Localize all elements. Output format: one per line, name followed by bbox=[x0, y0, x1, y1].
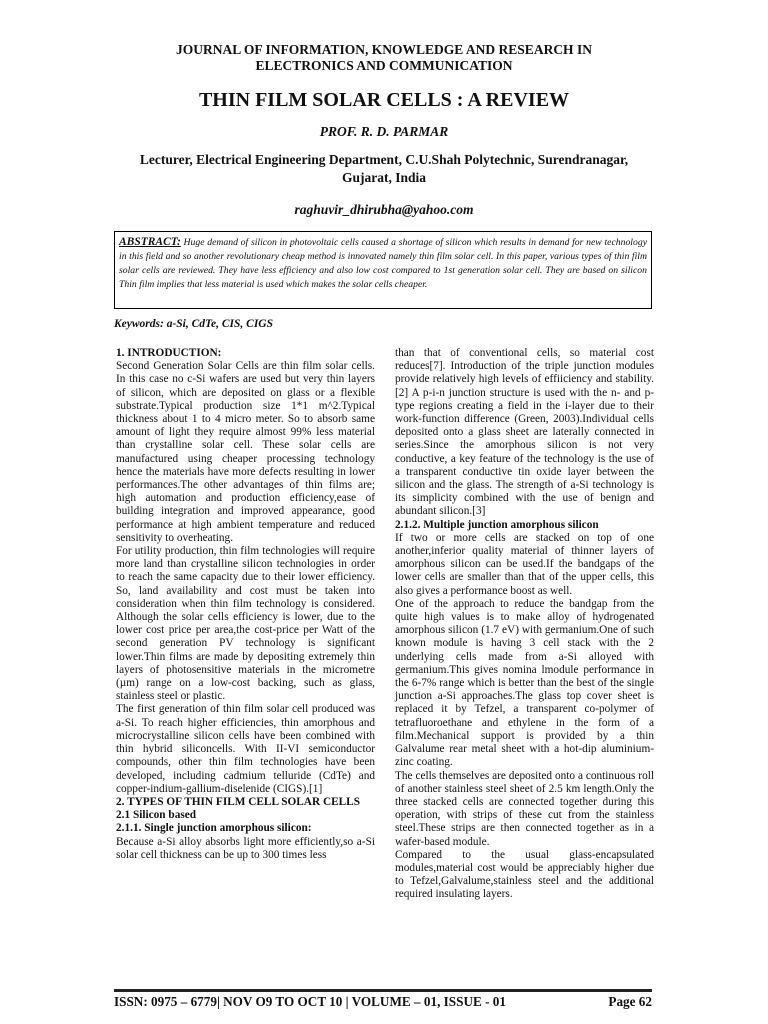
journal-header bbox=[0, 42, 768, 74]
paper-title: THIN FILM SOLAR CELLS : A REVIEW bbox=[198, 89, 570, 111]
subsection-heading-multiple-junction: 2.1.2. Multiple junction amorphous silicon bbox=[395, 518, 599, 531]
subsection-heading-single-junction: 2.1.1. Single junction amorphous silicon: bbox=[116, 822, 312, 835]
abstract-text: Huge demand of silicon in photovoltaic cells caused a shortage of silicon which results in demand for new technology in this field and so another revolutionary cheap method is innovated namely thin film solar cell. In this paper, various types of thin film solar cells are reviewed. They have less efficiency and also low cost compared to 1st generation solar cell. They are based on silicon Thin film implies that less material is used which makes the solar cells cheaper. bbox=[119, 237, 647, 290]
journal-name-line2: ELECTRONICS AND COMMUNICATION bbox=[255, 58, 513, 73]
author-affiliation bbox=[100, 151, 668, 187]
subsection-heading-silicon: 2.1 Silicon based bbox=[116, 809, 197, 822]
page-number: Page 62 bbox=[608, 994, 652, 1009]
footer-issn: ISSN: 0975 – 6779| NOV O9 TO OCT 10 | VOLUME – 01, ISSUE - 01 bbox=[114, 994, 506, 1009]
abstract-box bbox=[114, 231, 652, 309]
affiliation-line1: Lecturer, Electrical Engineering Department, C.U.Shah Polytechnic, Surendranagar, bbox=[139, 152, 629, 167]
paragraph: For utility production, thin film technologies will require more land than crystalline silicon technologies in order to reach the same capacity due to their lower efficiency. So, land availability and cost must be taken into consideration when thin film technology is considered. Although the solar cells efficiency is lower, due to the lower cost price per area,the cost-price per Watt of the second generation PV technology is significant lower.Thin films are made by depositing extremely thin layers of photosensitive materials in the micrometre (µm) range on a low-cost backing, such as glass, stainless steel or plastic. bbox=[116, 545, 375, 703]
author-name: PROF. R. D. PARMAR bbox=[319, 124, 449, 139]
section-heading-introduction: 1. INTRODUCTION: bbox=[116, 347, 222, 359]
section-heading-types: 2. TYPES OF THIN FILM CELL SOLAR CELLS bbox=[116, 795, 360, 808]
paragraph: If two or more cells are stacked on top of one another,inferior quality material of thinner layers of amorphous silicon can be used.If the bandgaps of the lower cells are smaller than that of the upper cells, this also gives a performance boost as well. bbox=[395, 531, 654, 597]
abstract-label: ABSTRACT: bbox=[119, 236, 181, 248]
author-email: raghuvir_dhirubha@yahoo.com bbox=[294, 202, 474, 217]
paragraph: than that of conventional cells, so material cost reduces[7]. Introduction of the triple junction modules provide relatively high levels of effiiciency and stability.[2] A p-i-n junction structure is used with the n- and p-type regions creating a field in the i-layer due to their work-function difference (Green, 2003).Individual cells deposited onto a glass sheet are laterally connected in series.Since the amorphous silicon is not very conductive, a key feature of the technology is the use of a transparent conductive tin oxide layer between the silicon and the glass. The strength of a-Si technology is its simplicity combined with the use of benign and abundant silicon.[3] bbox=[395, 347, 654, 518]
paragraph: Second Generation Solar Cells are thin film solar cells. In this case no c-Si wafers are used but very thin layers of silicon, which are deposited on glass or a flexible substrate.Typical production size 1*1 m^2.Typical thickness about 1 to 4 micro meter. So to absorb same amount of light they require almost 99% less material than crystalline solar cell. These solar cells are manufactured using cheaper processing technology hence the materials have more defects resulting in lower performances.The other advantages of thin films are; high automation and production efficiency,ease of building integration and improved appearance, good performance at high ambient temperature and reduced sensitivity to overheating. bbox=[116, 360, 375, 544]
right-column bbox=[395, 347, 654, 902]
paragraph: The first generation of thin film solar cell produced was a-Si. To reach higher efficiencies, thin amorphous and microcrystalline silicon cells have been combined with thin hybrid siliconcells. With II-VI semiconductor compounds, other thin film technologies have been developed, including cadmium telluride (CdTe) and copper-indium-gallium-diselenide (CIGS).[1] bbox=[116, 703, 375, 795]
paragraph: Because a-Si alloy absorbs light more efficiently,so a-Si solar cell thickness can be up to 300 times less bbox=[116, 835, 375, 861]
journal-name-line1: JOURNAL OF INFORMATION, KNOWLEDGE AND RESEARCH IN bbox=[176, 42, 592, 57]
paragraph: Compared to the usual glass-encapsulated modules,material cost would be appreciably higher due to Tefzel,Galvalume,stainless steel and the additional required insulating layers. bbox=[395, 848, 654, 901]
paragraph: One of the approach to reduce the bandgap from the quite high values is to make alloy of hydrogenated amorphous silicon (1.7 eV) with germanium.One of such known module is having 3 cell stack with the 2 underlying cells made from a-Si alloyed with germanium.This gives nomina lmodule performance in the 6-7% range which is better than the best of the single junction a-Si approaches.The glass top cover sheet is replaced it by Tefzel, a transparent co-polymer of tetrafluoroethane and ethylene in the form of a film.Mechanical support is provided by a thin Galvalume rear metal sheet with a hot-dip aluminium-zinc coating. bbox=[395, 597, 654, 769]
left-column bbox=[116, 347, 375, 862]
affiliation-line2: Gujarat, India bbox=[341, 170, 426, 185]
keywords: Keywords: a-Si, CdTe, CIS, CIGS bbox=[114, 318, 274, 330]
footer-divider bbox=[114, 989, 652, 992]
paragraph: The cells themselves are deposited onto a continuous roll of another stainless steel sheet of 2.5 km length.Only the three stacked cells are connected together during this operation, with strips of these cut from the stainless steel.These strips are then connected together as in a wafer-based module. bbox=[395, 769, 654, 848]
